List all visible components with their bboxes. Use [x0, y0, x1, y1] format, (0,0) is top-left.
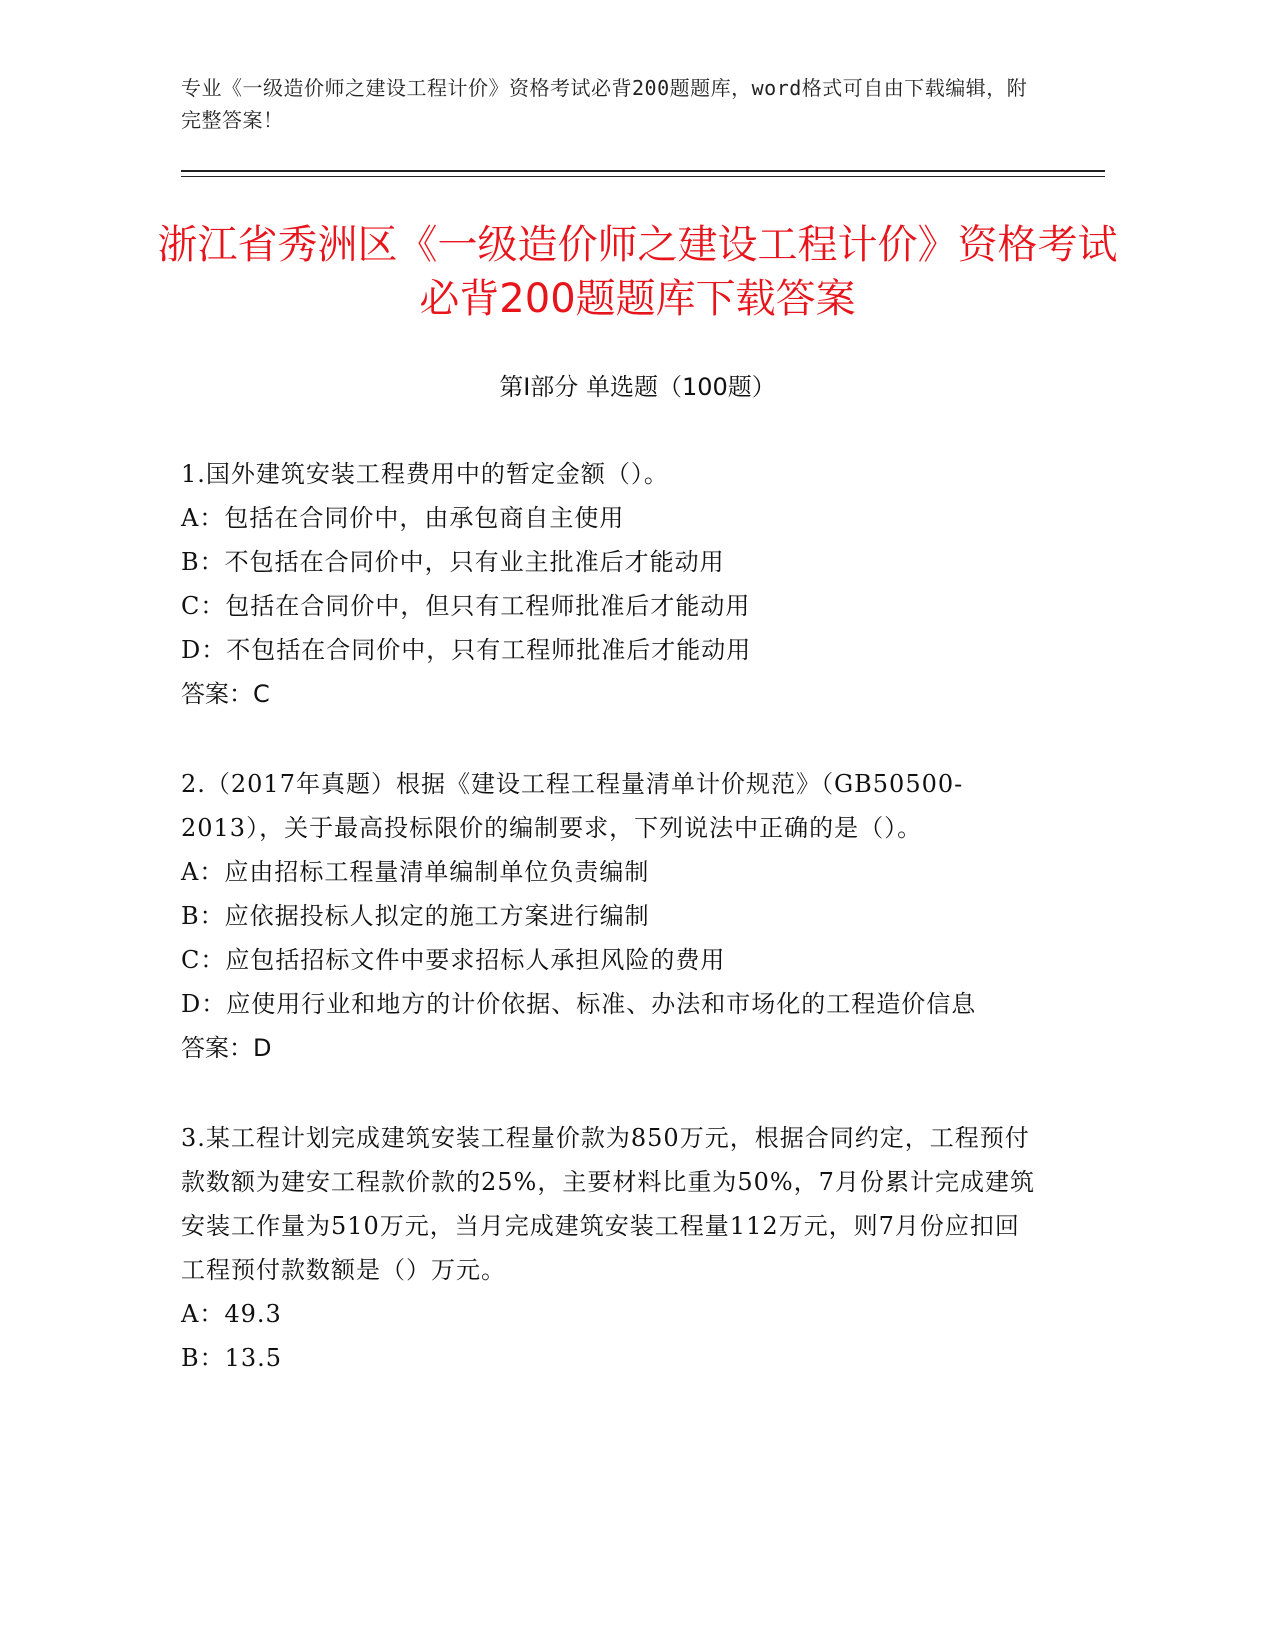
question-text: 3.某工程计划完成建筑安装工程量价款为850万元，根据合同约定，工程预付款数额为建安工程款价款的25%，主要材料比重为50%，7月份累计完成建筑安装工作量为510万元，当月完成建筑安装工程量112万元，则7月份应扣回工程预付款数额是（）万元。 — [181, 1124, 1035, 1284]
option-b: B：不包括在合同价中，只有业主批准后才能动用 — [181, 548, 725, 576]
question-list — [181, 452, 1041, 1426]
option-c: C：应包括招标文件中要求招标人承担风险的费用 — [181, 946, 726, 974]
option-c: C：包括在合同价中，但只有工程师批准后才能动用 — [181, 592, 751, 620]
option-a: A：49.3 — [181, 1300, 282, 1328]
option-d: D：不包括在合同价中，只有工程师批准后才能动用 — [181, 636, 752, 664]
question-1 — [181, 452, 1041, 716]
section-title: 第I部分 单选题（100题） — [499, 373, 776, 401]
option-b: B：应依据投标人拟定的施工方案进行编制 — [181, 902, 650, 930]
question-3 — [181, 1116, 1041, 1380]
header-note: 专业《一级造价师之建设工程计价》资格考试必背200题题库，word格式可自由下载编辑，附完整答案！ — [181, 76, 1028, 132]
question-text: 1.国外建筑安装工程费用中的暂定金额（）。 — [181, 460, 669, 488]
answer: 答案：C — [181, 680, 270, 708]
answer: 答案：D — [181, 1034, 272, 1062]
question-text: 2.（2017年真题）根据《建设工程工程量清单计价规范》（GB50500-2013），关于最高投标限价的编制要求，下列说法中正确的是（）。 — [181, 770, 964, 842]
option-a: A：包括在合同价中，由承包商自主使用 — [181, 504, 625, 532]
option-d: D：应使用行业和地方的计价依据、标准、办法和市场化的工程造价信息 — [181, 990, 977, 1018]
option-a: A：应由招标工程量清单编制单位负责编制 — [181, 858, 650, 886]
header-rule-thick — [181, 170, 1105, 172]
document-title: 浙江省秀洲区《一级造价师之建设工程计价》资格考试必背200题题库下载答案 — [157, 222, 1118, 322]
question-2 — [181, 762, 1041, 1070]
header-rule-thin — [181, 176, 1105, 177]
option-b: B：13.5 — [181, 1344, 283, 1372]
